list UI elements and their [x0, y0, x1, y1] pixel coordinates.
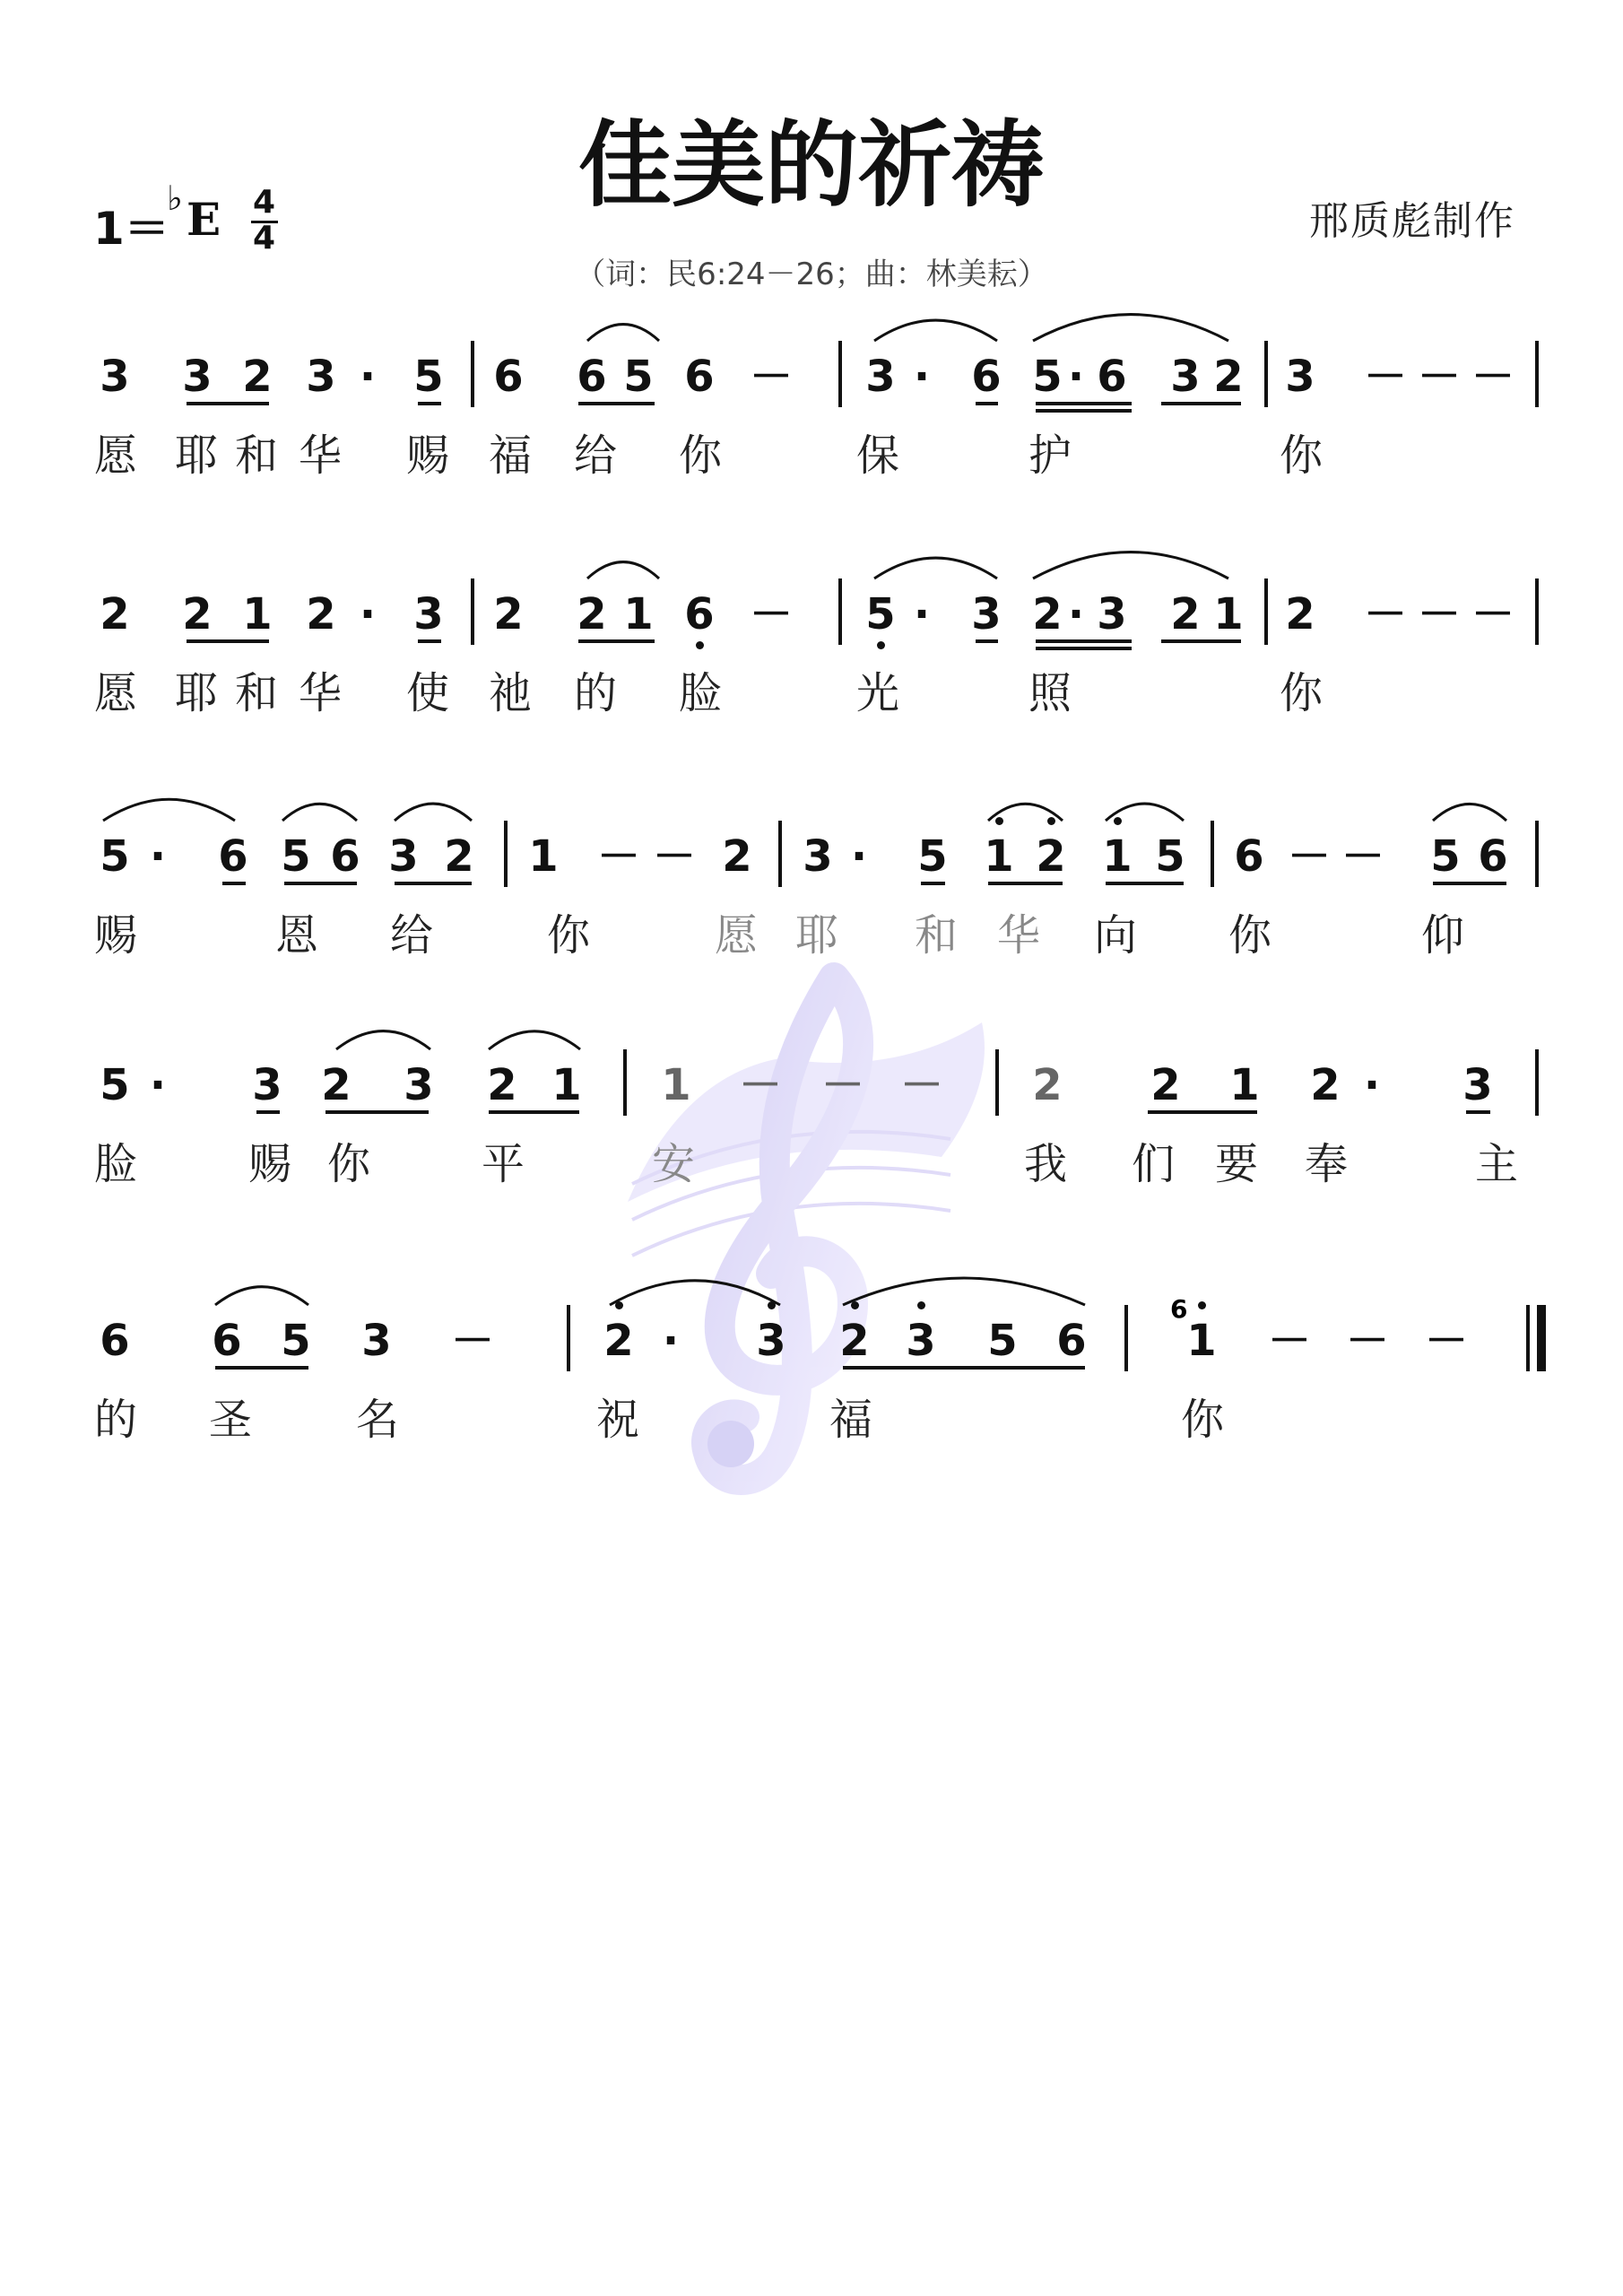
dash-extension: － — [1417, 589, 1461, 639]
jianpu-note: 5 — [1430, 831, 1461, 882]
lyric-syllable: 和 — [235, 668, 279, 718]
lyric-syllable: 脸 — [679, 668, 723, 718]
lyric-syllable: 给 — [574, 430, 618, 481]
slur-arc — [215, 1287, 308, 1305]
lyric-syllable: 仰 — [1421, 910, 1465, 961]
lyric-syllable: 你 — [1280, 430, 1324, 481]
lyric-syllable: 祂 — [489, 668, 533, 718]
key-prefix: 1＝ — [93, 203, 169, 255]
jianpu-note: 6 — [1097, 352, 1127, 402]
lyric-syllable: 愿 — [94, 668, 138, 718]
lyric-syllable: 你 — [547, 910, 591, 961]
jianpu-note: 5 — [281, 831, 311, 882]
jianpu-note: 2 — [444, 831, 474, 882]
slur-arc — [395, 804, 472, 821]
lyric-syllable: 你 — [1181, 1395, 1225, 1445]
lyric-syllable: 向 — [1094, 910, 1138, 961]
lyric-syllable: 护 — [1028, 430, 1072, 481]
slur-arc — [843, 1278, 1085, 1305]
lyric-syllable: 奉 — [1305, 1139, 1349, 1189]
jianpu-note: 2 — [321, 1060, 352, 1110]
jianpu-note: 1 — [1229, 1060, 1260, 1110]
jianpu-note: 6 — [330, 831, 360, 882]
lyric-syllable: 你 — [1280, 668, 1324, 718]
dotted-rhythm: · — [913, 352, 931, 402]
dotted-rhythm: · — [149, 831, 167, 882]
dotted-rhythm: · — [1067, 352, 1085, 402]
slur-arc — [610, 1281, 780, 1305]
lyric-syllable: 的 — [94, 1395, 138, 1445]
jianpu-note: 5 — [281, 1316, 311, 1366]
lyric-syllable: 你 — [1228, 910, 1272, 961]
lyric-syllable: 照 — [1028, 668, 1072, 718]
jianpu-note: 2 — [100, 589, 130, 639]
dotted-rhythm: · — [1363, 1060, 1381, 1110]
jianpu-note: 3 — [906, 1316, 936, 1366]
jianpu-note: 2 — [242, 352, 273, 402]
slur-arc — [282, 804, 357, 821]
dotted-rhythm: · — [850, 831, 868, 882]
jianpu-note: 3 — [756, 1316, 786, 1366]
lyric-syllable: 使 — [406, 668, 450, 718]
grace-note: 6 — [1170, 1294, 1188, 1324]
dotted-rhythm: · — [662, 1316, 680, 1366]
lyric-syllable: 祝 — [596, 1395, 640, 1445]
dash-extension: － — [749, 352, 793, 402]
dash-extension: － — [1471, 589, 1515, 639]
lyric-syllable: 的 — [574, 668, 618, 718]
dash-extension: － — [1363, 589, 1407, 639]
lyric-syllable: 耶 — [175, 668, 219, 718]
jianpu-note: 3 — [361, 1316, 392, 1366]
jianpu-note: 6 — [971, 352, 1002, 402]
lyric-syllable: 你 — [679, 430, 723, 481]
dash-extension: － — [1287, 831, 1331, 882]
jianpu-note: 2 — [722, 831, 752, 882]
jianpu-note: 3 — [1170, 352, 1201, 402]
jianpu-note: 2 — [1310, 1060, 1341, 1110]
lyric-syllable: 福 — [489, 430, 533, 481]
dash-extension: － — [1267, 1316, 1311, 1366]
dash-extension: － — [1417, 352, 1461, 402]
dash-extension: － — [450, 1316, 494, 1366]
jianpu-note: 5 — [1155, 831, 1185, 882]
jianpu-note: 6 — [218, 831, 248, 882]
jianpu-note: 2 — [603, 1316, 634, 1366]
slur-arc — [1033, 552, 1228, 578]
jianpu-note: 1 — [1186, 1316, 1217, 1366]
lyric-syllable: 圣 — [209, 1395, 253, 1445]
jianpu-note: 3 — [803, 831, 833, 882]
dotted-rhythm: · — [913, 589, 931, 639]
slur-arc — [489, 1031, 580, 1049]
dash-extension: － — [1341, 831, 1384, 882]
slur-arc — [874, 320, 997, 341]
lyric-composer-credits: （词：民6:24－26；曲：林美耘） — [575, 257, 1048, 292]
dotted-rhythm: · — [359, 352, 377, 402]
dash-extension: － — [1471, 352, 1515, 402]
jianpu-note: 1 — [623, 589, 654, 639]
lyric-syllable: 平 — [482, 1139, 525, 1189]
lyric-syllable: 愿 — [715, 910, 759, 961]
slur-arc — [1433, 804, 1506, 821]
jianpu-note: 1 — [1213, 589, 1244, 639]
jianpu-note: 6 — [1234, 831, 1264, 882]
jianpu-note: 2 — [1170, 589, 1201, 639]
jianpu-note: 6 — [212, 1316, 242, 1366]
jianpu-note: 3 — [306, 352, 336, 402]
lyric-syllable: 光 — [856, 668, 900, 718]
lyric-syllable: 福 — [829, 1395, 873, 1445]
slur-arc — [874, 558, 997, 578]
jianpu-note: 1 — [661, 1060, 691, 1110]
jianpu-note: 6 — [684, 352, 715, 402]
dotted-rhythm: · — [1067, 589, 1085, 639]
maker-credit: 邢质彪制作 — [1309, 198, 1515, 244]
lyric-syllable: 安 — [652, 1139, 696, 1189]
jianpu-note: 6 — [1478, 831, 1508, 882]
slur-arc — [1106, 804, 1184, 821]
slur-arc — [336, 1031, 430, 1049]
lyric-syllable: 我 — [1024, 1139, 1068, 1189]
jianpu-note: 3 — [1285, 352, 1315, 402]
jianpu-note: 6 — [1056, 1316, 1087, 1366]
dotted-rhythm: · — [149, 1060, 167, 1110]
jianpu-note: 3 — [1097, 589, 1127, 639]
lyric-syllable: 赐 — [406, 430, 450, 481]
lyric-syllable: 耶 — [795, 910, 839, 961]
jianpu-note: 2 — [1150, 1060, 1181, 1110]
dash-extension: － — [596, 831, 640, 882]
slur-arc — [587, 562, 659, 578]
dash-extension: － — [749, 589, 793, 639]
dash-extension: － — [1345, 1316, 1389, 1366]
lyric-syllable: 给 — [390, 910, 434, 961]
lyric-syllable: 和 — [235, 430, 279, 481]
lyric-syllable: 名 — [356, 1395, 400, 1445]
jianpu-note: 3 — [182, 352, 213, 402]
time-denominator: 4 — [253, 220, 276, 257]
jianpu-note: 5 — [100, 831, 130, 882]
lyric-syllable: 们 — [1132, 1139, 1176, 1189]
jianpu-note: 5 — [100, 1060, 130, 1110]
slur-arc — [1033, 315, 1228, 341]
slur-arc — [587, 325, 659, 341]
jianpu-note: 2 — [1032, 1060, 1063, 1110]
lyric-syllable: 主 — [1475, 1139, 1519, 1189]
lyric-syllable: 你 — [327, 1139, 371, 1189]
lyric-syllable: 要 — [1215, 1139, 1259, 1189]
jianpu-note: 2 — [306, 589, 336, 639]
lyric-syllable: 脸 — [94, 1139, 138, 1189]
lyric-syllable: 耶 — [175, 430, 219, 481]
song-title: 佳美的祈祷 — [577, 109, 1045, 220]
jianpu-note: 2 — [577, 589, 607, 639]
lyric-syllable: 保 — [856, 430, 900, 481]
jianpu-note: 2 — [493, 589, 524, 639]
lyric-syllable: 恩 — [275, 910, 319, 961]
jianpu-note: 1 — [551, 1060, 582, 1110]
jianpu-note: 2 — [1036, 831, 1066, 882]
jianpu-note: 5 — [865, 589, 896, 639]
jianpu-note: 3 — [388, 831, 419, 882]
jianpu-note: 5 — [1032, 352, 1063, 402]
slur-arc — [988, 804, 1063, 821]
lyric-syllable: 愿 — [94, 430, 138, 481]
dash-extension: － — [1363, 352, 1407, 402]
jianpu-note: 3 — [971, 589, 1002, 639]
jianpu-note: 5 — [413, 352, 444, 402]
jianpu-note: 1 — [984, 831, 1014, 882]
lyric-syllable: 和 — [915, 910, 959, 961]
jianpu-note: 2 — [839, 1316, 870, 1366]
jianpu-note: 3 — [413, 589, 444, 639]
key-letter: E — [187, 193, 221, 246]
flat-sign-icon: ♭ — [167, 178, 183, 218]
dotted-rhythm: · — [359, 589, 377, 639]
lyric-syllable: 华 — [299, 430, 343, 481]
time-numerator: 4 — [253, 184, 276, 221]
dash-extension: － — [738, 1060, 782, 1110]
dash-extension: － — [1424, 1316, 1468, 1366]
jianpu-note: 5 — [917, 831, 948, 882]
jianpu-note: 1 — [1102, 831, 1133, 882]
lyric-syllable: 华 — [299, 668, 343, 718]
jianpu-note: 3 — [100, 352, 130, 402]
dash-extension: － — [652, 831, 696, 882]
jianpu-note: 3 — [404, 1060, 434, 1110]
jianpu-note: 2 — [1032, 589, 1063, 639]
jianpu-note: 3 — [1462, 1060, 1493, 1110]
jianpu-note: 6 — [577, 352, 607, 402]
jianpu-note: 1 — [242, 589, 273, 639]
jianpu-note: 3 — [252, 1060, 282, 1110]
lyric-syllable: 赐 — [94, 910, 138, 961]
jianpu-note: 5 — [987, 1316, 1018, 1366]
jianpu-note: 3 — [865, 352, 896, 402]
jianpu-note: 2 — [487, 1060, 517, 1110]
jianpu-note: 2 — [182, 589, 213, 639]
dash-extension: － — [899, 1060, 943, 1110]
lyric-syllable: 赐 — [248, 1139, 292, 1189]
jianpu-note: 6 — [684, 589, 715, 639]
jianpu-note: 1 — [528, 831, 559, 882]
dash-extension: － — [820, 1060, 864, 1110]
jianpu-note: 6 — [100, 1316, 130, 1366]
jianpu-note: 2 — [1213, 352, 1244, 402]
jianpu-note: 6 — [493, 352, 524, 402]
jianpu-note: 2 — [1285, 589, 1315, 639]
jianpu-note: 5 — [623, 352, 654, 402]
slur-arc — [103, 799, 235, 821]
lyric-syllable: 华 — [997, 910, 1041, 961]
